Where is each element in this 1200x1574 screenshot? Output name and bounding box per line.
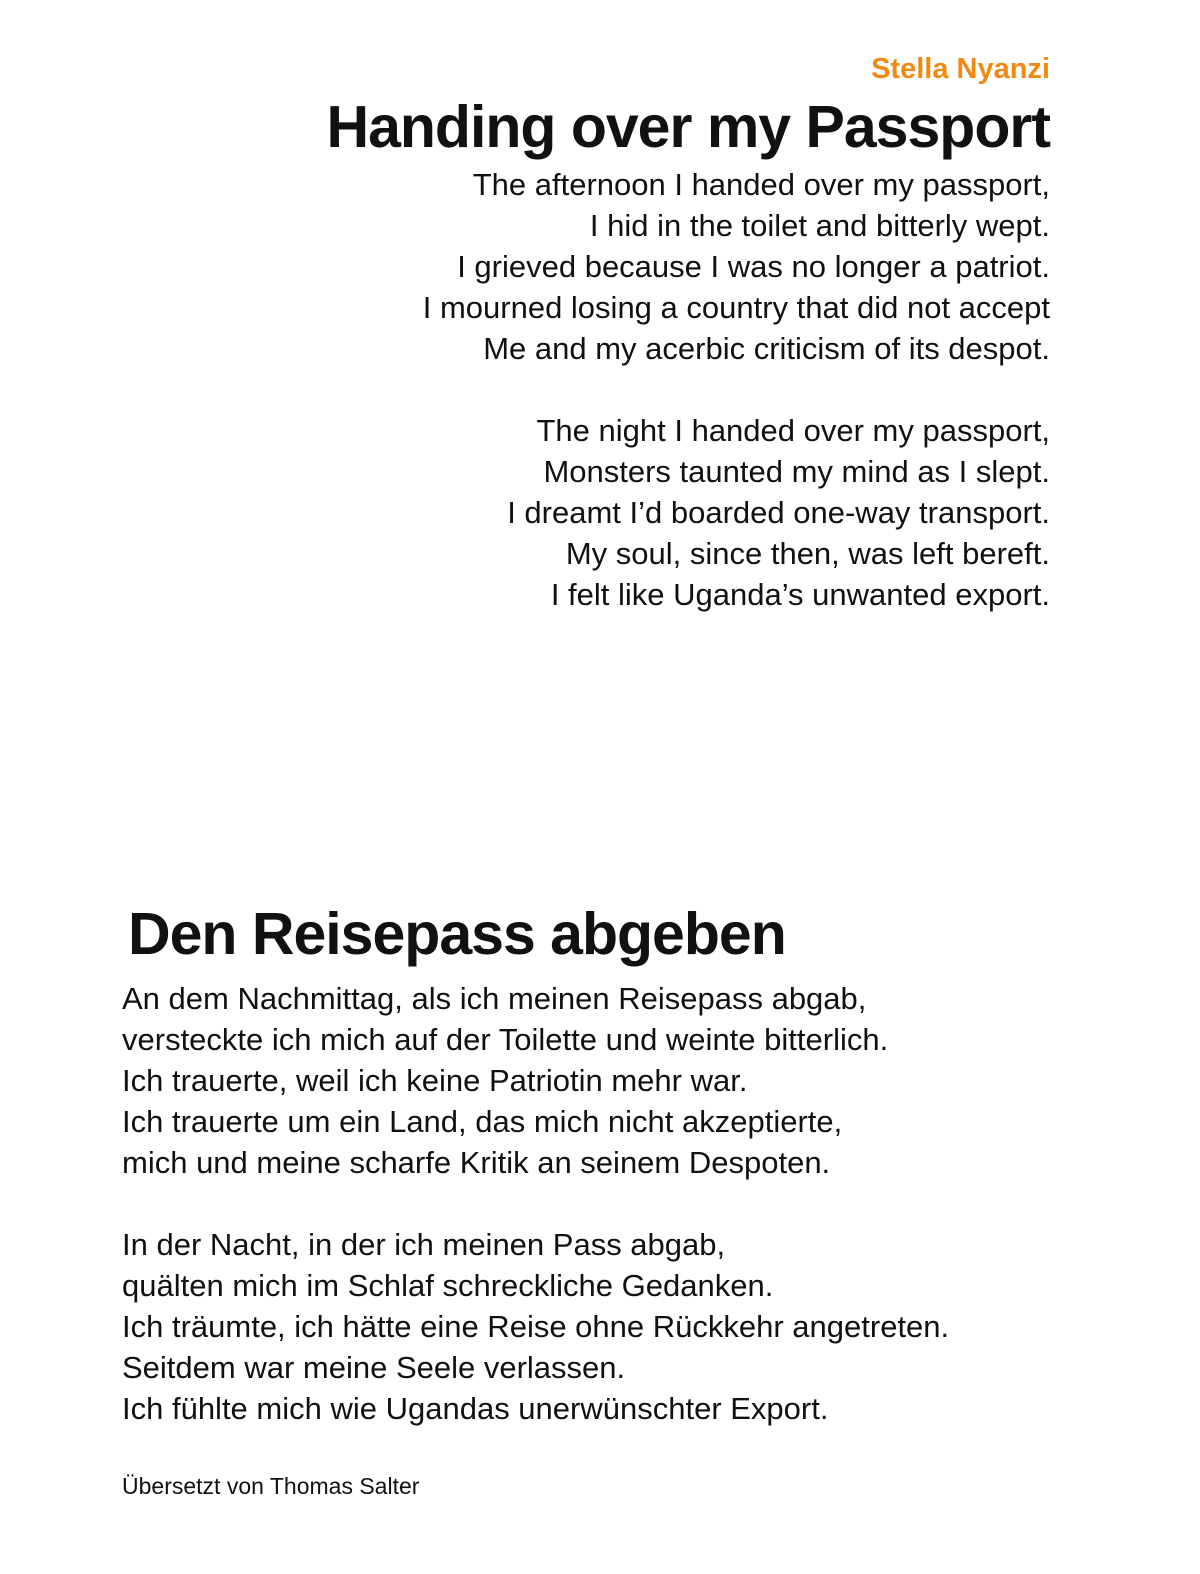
poem-line: mich und meine scharfe Kritik an seinem Despoten.: [122, 1145, 831, 1180]
stanza-german-2: [122, 1224, 1062, 1429]
stanza-english-1: [150, 164, 1050, 369]
poem-line: Me and my acerbic criticism of its despot.: [483, 331, 1050, 366]
poem-title-english: Handing over my Passport: [326, 94, 1050, 160]
stanza-german-1: [122, 978, 1062, 1183]
poem-line: Ich trauerte, weil ich keine Patriotin mehr war.: [122, 1063, 748, 1098]
author-name: Stella Nyanzi: [871, 53, 1050, 85]
poem-line: The night I handed over my passport,: [536, 413, 1050, 448]
poem-line: I grieved because I was no longer a patriot.: [457, 249, 1050, 284]
poem-line: In der Nacht, in der ich meinen Pass abgab,: [122, 1227, 726, 1262]
stanza-english-2: [150, 410, 1050, 615]
poem-line: Ich trauerte um ein Land, das mich nicht akzeptierte,: [122, 1104, 843, 1139]
poem-line: Seitdem war meine Seele verlassen.: [122, 1350, 626, 1385]
poem-line: I dreamt I’d boarded one-way transport.: [507, 495, 1050, 530]
poem-line: Ich träumte, ich hätte eine Reise ohne Rückkehr angetreten.: [122, 1309, 950, 1344]
german-translation: [122, 898, 1062, 1524]
poem-line: I felt like Uganda’s unwanted export.: [550, 577, 1050, 612]
poem-line: quälten mich im Schlaf schreckliche Gedanken.: [122, 1268, 774, 1303]
poem-line: The afternoon I handed over my passport,: [472, 167, 1050, 202]
poem-line: Ich fühlte mich wie Ugandas unerwünschter Export.: [122, 1391, 829, 1426]
poem-line: My soul, since then, was left bereft.: [565, 536, 1050, 571]
poem-line: I mourned losing a country that did not accept: [422, 290, 1050, 325]
poem-line: versteckte ich mich auf der Toilette und weinte bitterlich.: [122, 1022, 889, 1057]
english-poem: [150, 50, 1050, 615]
poem-title-german: Den Reisepass abgeben: [128, 901, 786, 967]
poem-line: Monsters taunted my mind as I slept.: [543, 454, 1050, 489]
poem-line: An dem Nachmittag, als ich meinen Reisepass abgab,: [122, 981, 867, 1016]
translator-credit: Übersetzt von Thomas Salter: [122, 1473, 420, 1499]
poem-line: I hid in the toilet and bitterly wept.: [589, 208, 1050, 243]
